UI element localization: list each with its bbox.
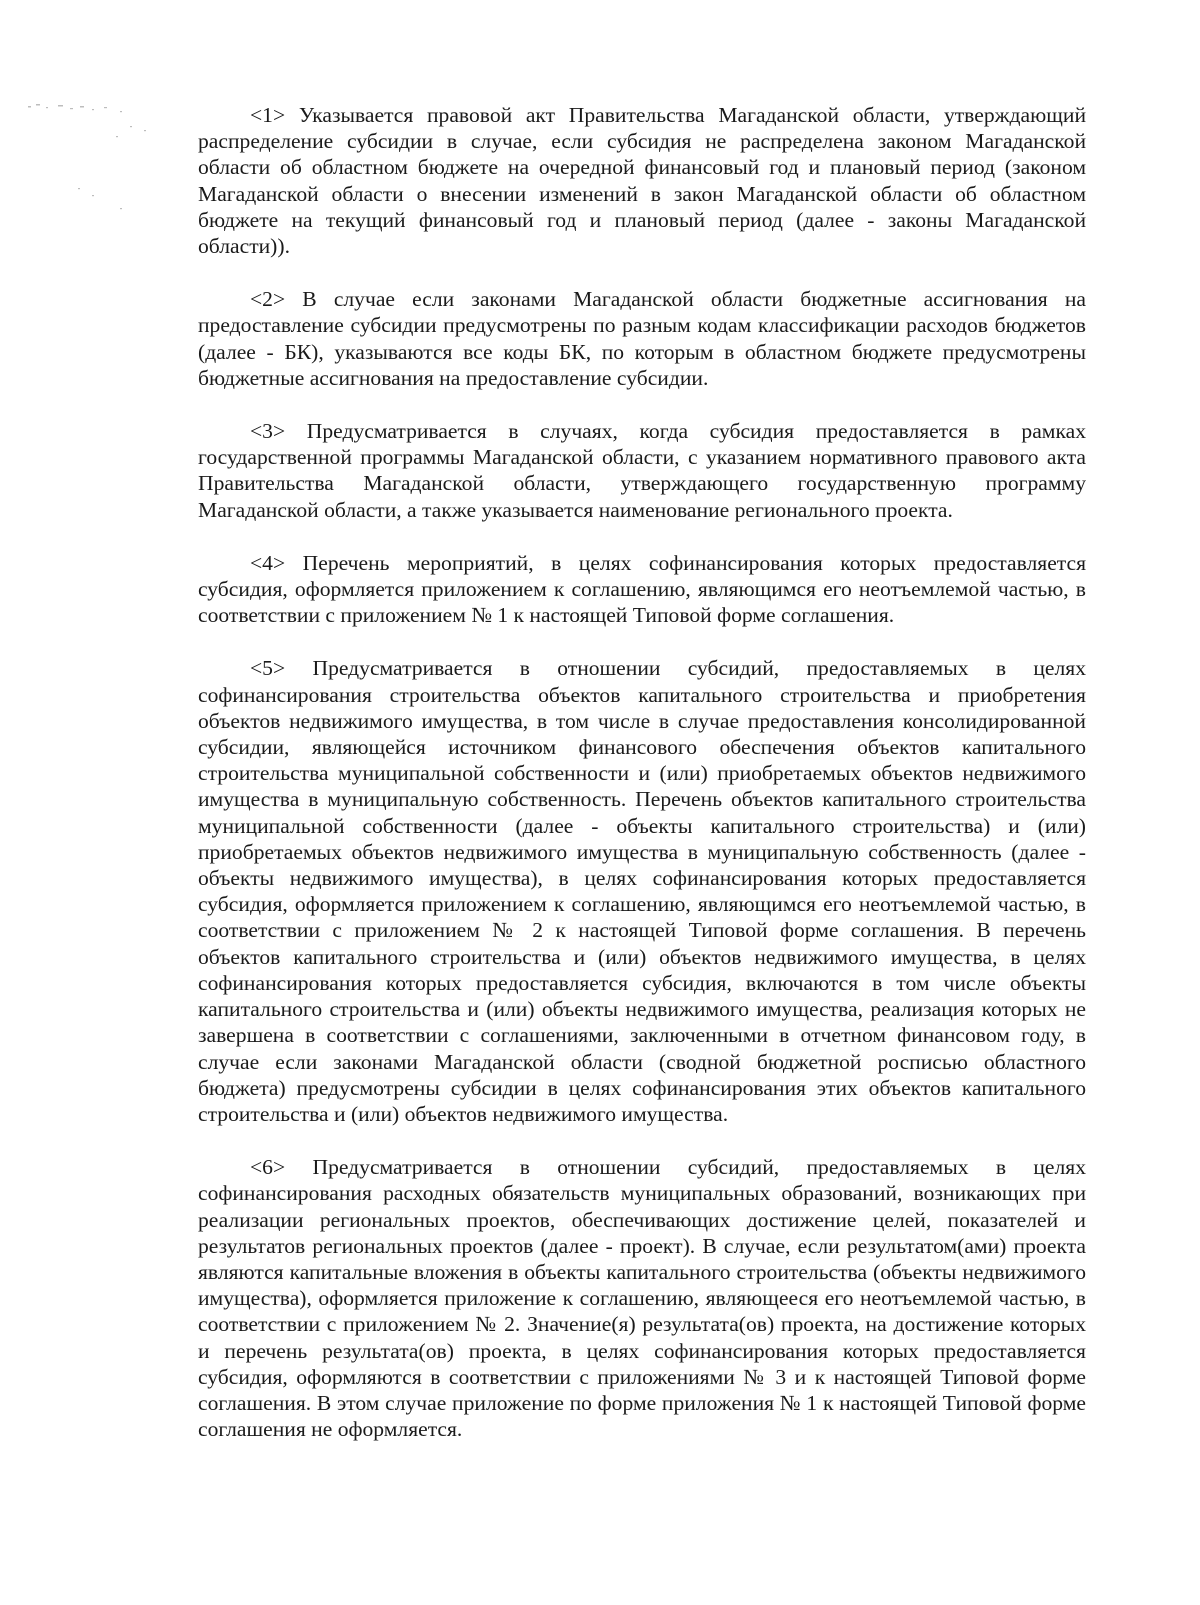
- scan-speckle-marks: [20, 100, 150, 220]
- footnote-1: <1> Указывается правовой акт Правительства Магаданской области, утверждающий распределение субсидии в случае, если субсидия не распределена законом Магаданской области об областном бюджете на очередной финансовый год и плановый период (законом Магаданской области о внесении изменений в закон Магаданской области об областном бюджете на текущий финансовый год и плановый период (далее - законы Магаданской области)).: [198, 103, 1086, 259]
- footnote-2: <2> В случае если законами Магаданской области бюджетные ассигнования на предоставление субсидии предусмотрены по разным кодам классификации расходов бюджетов (далее - БК), указываются все коды БК, по которым в областном бюджете предусмотрены бюджетные ассигнования на предоставление субсидии.: [198, 287, 1086, 390]
- footnote-5: <5> Предусматривается в отношении субсидий, предоставляемых в целях софинансирования строительства объектов капитального строительства и приобретения объектов недвижимого имущества, в том числе в случае предоставления консолидированной субсидии, являющейся источником финансового обеспечения объектов капитального строительства муниципальной собственности и (или) приобретаемых объектов недвижимого имущества в муниципальную собственность. Перечень объектов капитального строительства муниципальной собственности (далее - объекты капитального строительства) и (или) приобретаемых объектов недвижимого имущества в муниципальную собственность (далее - объекты недвижимого имущества), в целях софинансирования которых предоставляется субсидия, оформляется приложением к соглашению, являющимся его неотъемлемой частью, в соответствии с приложением № 2 к настоящей Типовой форме соглашения. В перечень объектов капитального строительства и (или) объектов недвижимого имущества, в целях софинансирования которых предоставляется субсидия, включаются в том числе объекты капитального строительства и (или) объекты недвижимого имущества, реализация которых не завершена в соответствии с соглашениями, заключенными в отчетном финансовом году, в случае если законами Магаданской области (сводной бюджетной росписью областного бюджета) предусмотрены субсидии в целях софинансирования этих объектов капитального строительства и (или) объектов недвижимого имущества.: [198, 656, 1086, 1126]
- footnote-6: <6> Предусматривается в отношении субсидий, предоставляемых в целях софинансирования расходных обязательств муниципальных образований, возникающих при реализации региональных проектов, обеспечивающих достижение целей, показателей и результатов региональных проектов (далее - проект). В случае, если результатом(ами) проекта являются капитальные вложения в объекты капитального строительства (объекты недвижимого имущества), оформляется приложение к соглашению, являющееся его неотъемлемой частью, в соответствии с приложением № 2. Значение(я) результата(ов) проекта, на достижение которых и перечень результата(ов) проекта, в целях софинансирования которых предоставляется субсидия, оформляются в соответствии с приложениями № 3 и к настоящей Типовой форме соглашения. В этом случае приложение по форме приложения № 1 к настоящей Типовой форме соглашения не оформляется.: [198, 1155, 1086, 1442]
- footnote-4: <4> Перечень мероприятий, в целях софинансирования которых предоставляется субсидия, оформляется приложением к соглашению, являющимся его неотъемлемой частью, в соответствии с приложением № 1 к настоящей Типовой форме соглашения.: [198, 550, 1086, 628]
- footnote-3: <3> Предусматривается в случаях, когда субсидия предоставляется в рамках государственной программы Магаданской области, с указанием нормативного правового акта Правительства Магаданской области, утверждающего государственную программу Магаданской области, а также указывается наименование регионального проекта.: [198, 419, 1086, 522]
- footnotes-text: [198, 102, 1086, 1469]
